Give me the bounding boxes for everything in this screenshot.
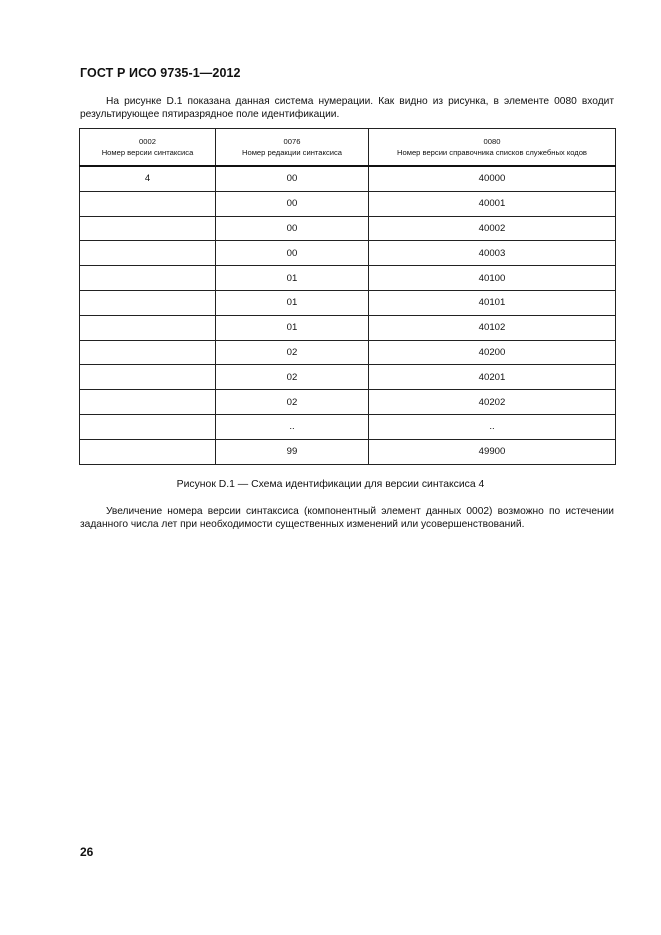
table-cell: 01 xyxy=(216,315,369,340)
table-cell: 00 xyxy=(216,191,369,216)
table-cell xyxy=(80,340,216,365)
table-cell xyxy=(80,191,216,216)
table-cell: 02 xyxy=(216,340,369,365)
table-cell: 4 xyxy=(80,166,216,191)
table-row xyxy=(80,365,616,390)
column-code: 0076 xyxy=(283,137,301,146)
table-cell: 40202 xyxy=(369,390,616,415)
table-cell xyxy=(80,266,216,291)
table-cell: 40102 xyxy=(369,315,616,340)
column-header xyxy=(80,129,216,167)
table-cell: 40001 xyxy=(369,191,616,216)
table-cell: 02 xyxy=(216,390,369,415)
table-cell xyxy=(80,414,216,439)
table-row xyxy=(80,439,616,464)
table-cell: 40201 xyxy=(369,365,616,390)
table-cell xyxy=(80,439,216,464)
column-label: Номер версии справочника списков служебных кодов xyxy=(397,148,587,157)
table-cell: 00 xyxy=(216,241,369,266)
body-paragraph: Увеличение номера версии синтаксиса (компонентный элемент данных 0002) возможно по истечении заданного числа лет при необходимости существенных изменений или усовершенствований. xyxy=(80,506,614,530)
table-row xyxy=(80,216,616,241)
table-row xyxy=(80,290,616,315)
table-row xyxy=(80,414,616,439)
table-cell: 40000 xyxy=(369,166,616,191)
table-cell: 40002 xyxy=(369,216,616,241)
table-cell: 99 xyxy=(216,439,369,464)
table-cell: .. xyxy=(369,414,616,439)
table-cell xyxy=(80,390,216,415)
table-cell xyxy=(80,315,216,340)
table-row xyxy=(80,191,616,216)
table-cell: 01 xyxy=(216,290,369,315)
table-row xyxy=(80,390,616,415)
table-cell xyxy=(80,290,216,315)
column-code: 0002 xyxy=(139,137,156,146)
table-cell: 40200 xyxy=(369,340,616,365)
column-label: Номер версии синтаксиса xyxy=(101,148,194,157)
table-row xyxy=(80,166,616,191)
table-cell: 49900 xyxy=(369,439,616,464)
column-code: 0080 xyxy=(483,137,501,146)
table-cell: 40101 xyxy=(369,290,616,315)
intro-paragraph: На рисунке D.1 показана данная система нумерации. Как видно из рисунка, в элементе 0080 входит результирующее пятиразрядное поле идентификации. xyxy=(80,96,614,120)
table-cell: 00 xyxy=(216,216,369,241)
column-header xyxy=(216,129,369,167)
table-cell: 01 xyxy=(216,266,369,291)
table-cell: .. xyxy=(216,414,369,439)
table-cell: 40003 xyxy=(369,241,616,266)
table-cell: 02 xyxy=(216,365,369,390)
column-label: Номер редакции синтаксиса xyxy=(242,148,342,157)
document-header: ГОСТ Р ИСО 9735-1—2012 xyxy=(80,66,241,80)
table-header-row xyxy=(80,129,616,167)
table-cell: 00 xyxy=(216,166,369,191)
figure-caption: Рисунок D.1 — Схема идентификации для версии синтаксиса 4 xyxy=(176,479,485,490)
table-row xyxy=(80,241,616,266)
table-cell xyxy=(80,216,216,241)
column-header xyxy=(369,129,616,167)
table-row xyxy=(80,315,616,340)
page-number: 26 xyxy=(80,845,94,859)
table-row xyxy=(80,340,616,365)
table-cell: 40100 xyxy=(369,266,616,291)
table-row xyxy=(80,266,616,291)
table-cell xyxy=(80,365,216,390)
table-cell xyxy=(80,241,216,266)
numbering-table xyxy=(79,128,616,465)
